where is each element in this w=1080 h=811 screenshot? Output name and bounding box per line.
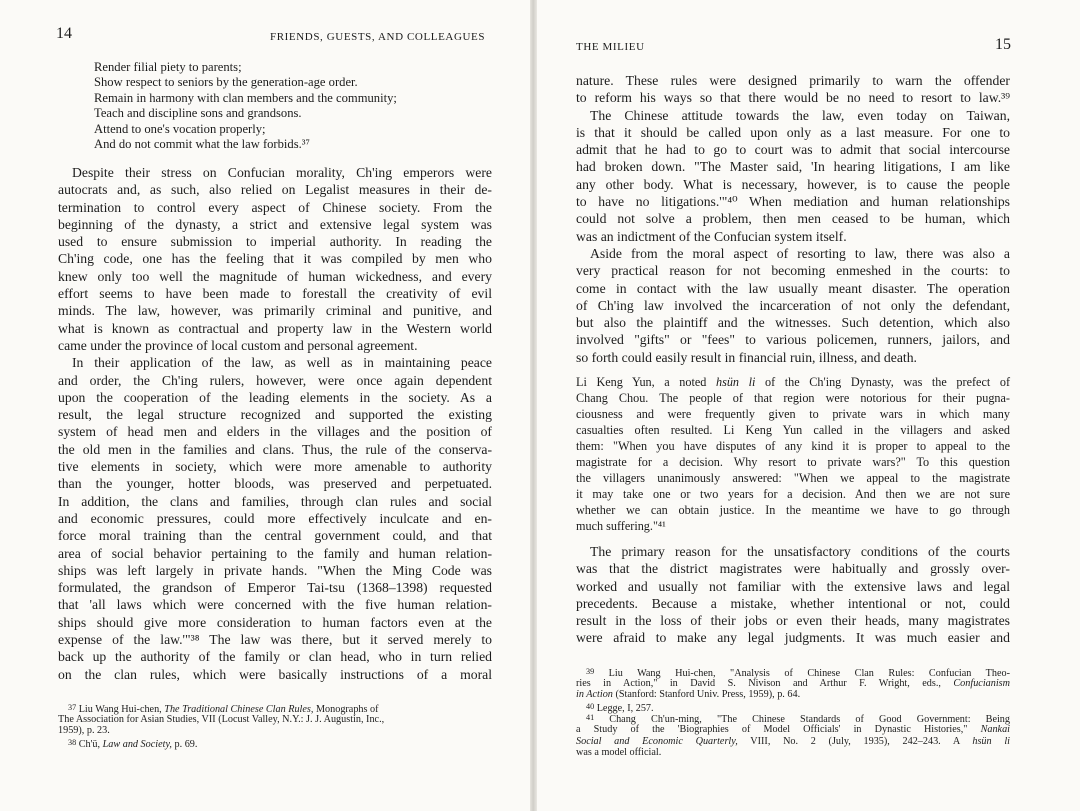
quote-line: Li Keng Yun, a noted hsün li of the Ch'ing Dynasty, was the prefect of: [576, 375, 1011, 389]
verse-quote: [94, 60, 464, 152]
text-line: were afraid to make any legal judgments. It was much easier and: [576, 630, 1010, 646]
footnote-38: $^{38}$ Ch'ü, Law and Society, p. 69.: [68, 737, 198, 750]
text-line: The primary reason for the unsatisfactory conditions of the courts: [590, 544, 1010, 559]
body-text: [58, 164, 492, 683]
footnote-37: $^{37}$ Liu Wang Hui-chen, The Traditional Chinese Clan Rules, Monographs of: [68, 703, 379, 716]
page-number: 14: [56, 25, 72, 42]
body-text: [576, 543, 1010, 647]
text-line: upon the cooperation of the leading elements in the society. As a: [58, 389, 492, 405]
text-line: nature. These rules were designed primarily to warn the offender: [576, 73, 1010, 88]
quote-line: casualties often resulted. Li Keng Yun called in the villagers and asked: [576, 423, 1010, 437]
quote-line: magistrate for a decision. Why resort to private wars?" To this question: [576, 455, 1010, 469]
text-line: to reform his ways so that there would be no need to resort to law.³⁹: [576, 90, 1010, 106]
text-line: formulated, the grandson of Emperor Tai-tsu (1368–1398) requested: [58, 580, 492, 596]
text-line: ships should give more consideration to human factors even at the: [58, 614, 492, 630]
footnote-line: Social and Economic Quarterly, VIII, No. 2 (July, 1935), 242–243. A hsün li: [576, 735, 1010, 747]
text-line: came under the province of local custom and personal agreement.: [58, 337, 418, 353]
book-spine: [530, 0, 537, 811]
text-line: come in contact with the law usually meant disaster. The operation: [576, 280, 1010, 296]
text-line: that 'all laws which were concerned with the five human relation-: [58, 597, 492, 613]
text-line: very practical reason for not becoming enmeshed in the courts: to: [576, 263, 1010, 279]
text-line: on the clan rules, which were basically instructions of a moral: [58, 666, 492, 682]
verse-line: Remain in harmony with clan members and the community;: [94, 90, 397, 105]
text-line: minds. The law, however, was primarily criminal and punitive, and: [58, 303, 492, 319]
quote-line: ciousness and were frequently given to private wars in which many: [576, 407, 1010, 421]
text-line: any other body. What is necessary, however, is to cause the people: [576, 176, 1010, 192]
footnote-39: $^{39}$ Liu Wang Hui-chen, "Analysis of Chinese Clan Rules: Confucian Theo-: [586, 667, 1010, 680]
text-line: and economic pressures, could more effectively inculcate and en-: [58, 510, 492, 526]
text-line: autocrats and, as such, also relied on Legalist measures in their de-: [58, 182, 492, 198]
quote-line: whether we can obtain justice. In the meantime we have to go through: [576, 503, 1010, 517]
footnote-line: The Association for Asian Studies, VII (Locust Valley, N.Y.: J. J. Augustin, Inc.,: [58, 713, 385, 725]
left-page: [0, 0, 530, 811]
text-line: ships was left largely in private hands. "When the Ming Code was: [58, 562, 492, 578]
quote-line: the villagers unanimously answered: "When we appeal to the magistrate: [576, 471, 1010, 485]
text-line: precedents. Because a mistake, whether intentional or not, could: [576, 595, 1010, 611]
text-line: but also the plaintiff and the witnesses. Such detention, which also: [576, 315, 1010, 331]
text-line: Despite their stress on Confucian morality, Ch'ing emperors were: [72, 165, 492, 180]
text-line: knew only too well the magnitude of human wickedness, and every: [58, 268, 492, 284]
text-line: involved "gifts" or "fees" to various policemen, runners, jailors, and: [576, 332, 1010, 348]
text-line: had broken down. "The Master said, 'In hearing litigations, I am like: [576, 159, 1010, 175]
text-line: than the younger, hotter bloods, was preserved and perpetuated.: [58, 476, 492, 492]
text-line: tive elements in society, which were more amenable to authority: [58, 459, 492, 475]
quote-line: it may take one or two years for a decision. And then we are not sure: [576, 487, 1010, 501]
text-line: expense of the law.'"³⁸ The law was there, but it served merely to: [58, 632, 492, 648]
text-line: beginning of the dynasty, a strict and extensive legal system was: [58, 216, 492, 232]
text-line: what is known as contractual and property law in the Western world: [58, 320, 492, 336]
footnotes: [58, 702, 492, 748]
text-line: Aside from the moral aspect of resorting to law, there was also a: [590, 245, 1010, 261]
text-line: force moral training than the central government could, and that: [58, 528, 492, 544]
quote-line: Chang Chou. The people of that region were notorious for their pugna-: [576, 391, 1010, 405]
text-line: area of social behavior pertaining to the family and human relation-: [58, 545, 492, 561]
text-line: so forth could easily result in financial ruin, illness, and death.: [576, 349, 917, 365]
text-line: termination to control every aspect of Chinese society. From the: [58, 199, 492, 215]
footnote-line: 1959), p. 23.: [58, 725, 110, 737]
text-line: worked and usually not familiar with the extensive laws and legal: [576, 578, 1010, 594]
running-head: THE MILIEU: [576, 41, 645, 53]
text-line: to have no litigations.'"⁴⁰ When mediation and human relationships: [576, 194, 1010, 210]
text-line: In their application of the law, as well as in maintaining peace: [72, 355, 492, 371]
footnote-line: was a model official.: [576, 747, 662, 759]
text-line: back up the authority of the family or clan head, who in turn relied: [58, 649, 492, 665]
text-line: result in the loss of their jobs or even their heads, many magistrates: [576, 613, 1010, 629]
verse-line: Show respect to seniors by the generation-age order.: [94, 75, 358, 90]
footnote-41: $^{41}$ Chang Ch'un-ming, "The Chinese Standards of Good Government: Being: [586, 713, 1010, 726]
text-line: of Ch'ing law involved the incarceration of not only the defendant,: [576, 297, 1010, 313]
verse-line: And do not commit what the law forbids.³⁷: [94, 136, 310, 151]
text-line: was an indictment of the Confucian system itself.: [576, 228, 847, 244]
quote-line: much suffering."⁴¹: [576, 519, 666, 533]
text-line: the old men in the families and clans. Thus, the rule of the conserva-: [58, 441, 492, 457]
text-line: In addition, the clans and families, through clan rules and social: [58, 493, 492, 509]
verse-line: Teach and discipline sons and grandsons.: [94, 106, 302, 121]
verse-line: Attend to one's vocation properly;: [94, 121, 266, 136]
text-line: could not solve a problem, then men ceased to be human, which: [576, 211, 1010, 227]
text-line: result, the legal structure recognized and supported the existing: [58, 407, 492, 423]
text-line: effort seems to have been made to forestall the creativity of evil: [58, 286, 492, 302]
text-line: is that it should be called upon only as a last measure. For one to: [576, 124, 1010, 140]
text-line: system of head men and elders in the villages and the position of: [58, 424, 492, 440]
right-page: [537, 0, 1080, 811]
block-quote: [576, 374, 1010, 534]
text-line: used to ensure submission to imperial authority. In reading the: [58, 234, 492, 250]
footnote-40: $^{40}$ Legge, I, 257.: [586, 701, 654, 714]
footnote-line: in Action (Stanford: Stanford Univ. Press, 1959), p. 64.: [576, 689, 801, 701]
text-line: Ch'ing code, one has the feeling that it was compiled by men who: [58, 251, 492, 267]
footnote-line: a Study of the 'Biographies of Model Officials' in Dynastic Histories," Nankai: [576, 723, 1011, 735]
verse-line: Render filial piety to parents;: [94, 60, 242, 74]
footnote-line: ries in Action," in David S. Nivison and Arthur F. Wright, eds., Confucianism: [576, 677, 1010, 689]
page-number: 15: [995, 36, 1011, 53]
text-line: admit that he had to go to court was to admit that social intercourse: [576, 142, 1010, 158]
running-head: FRIENDS, GUESTS, AND COLLEAGUES: [270, 31, 486, 43]
text-line: and order, the Ch'ing rulers, however, were once again dependent: [58, 372, 492, 388]
quote-line: them: "When you have disputes of any kind it is proper to appeal to the: [576, 439, 1010, 453]
footnotes: [576, 666, 1010, 759]
body-text: [576, 72, 1010, 366]
text-line: was that the district magistrates were habitually and grossly over-: [576, 561, 1010, 577]
text-line: The Chinese attitude towards the law, even today on Taiwan,: [590, 107, 1010, 123]
